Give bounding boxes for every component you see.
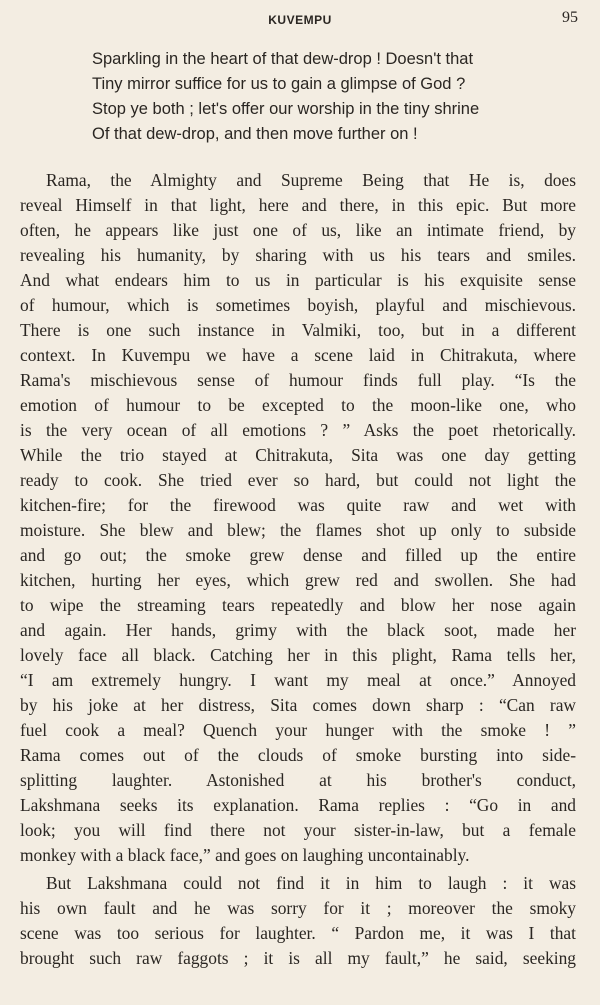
verse-line: Sparkling in the heart of that dew-drop ! Doesn't that (92, 50, 474, 68)
verse-line: Tiny mirror suffice for us to gain a glimpse of God ? (92, 75, 466, 93)
text-line: fuel cook a meal? Quench your hunger with the smoke ! ” (20, 720, 576, 740)
text-line: context. In Kuvempu we have a scene laid in Chitrakuta, where (20, 345, 576, 365)
verse-line: Stop ye both ; let's offer our worship in the tiny shrine (92, 100, 480, 118)
text-line: look; you will find there not your sister-in-law, but a female (20, 820, 576, 840)
text-line: often, he appears like just one of us, like an intimate friend, by (20, 220, 576, 240)
text-line: to wipe the streaming tears repeatedly and blow her nose again (20, 595, 576, 615)
text-line: moisture. She blew and blew; the flames shot up only to subside (20, 520, 576, 540)
text-line: reveal Himself in that light, here and there, in this epic. But more (20, 195, 576, 215)
text-line: But Lakshmana could not find it in him to laugh : it was (46, 873, 576, 893)
paragraph-1 (20, 168, 576, 868)
text-line: And what endears him to us in particular is his exquisite sense (20, 270, 576, 290)
text-line: Lakshmana seeks its explanation. Rama replies : “Go in and (20, 795, 576, 815)
text-line: Rama comes out of the clouds of smoke bursting into side- (20, 745, 576, 765)
page-number: 95 (562, 9, 578, 26)
verse-line: Of that dew-drop, and then move further on ! (92, 125, 418, 143)
text-line: splitting laughter. Astonished at his brother's conduct, (20, 770, 576, 790)
running-head: KUVEMPU (268, 13, 332, 27)
text-line: kitchen-fire; for the firewood was quite raw and wet with (20, 495, 576, 515)
text-line: of humour, which is sometimes boyish, playful and mischievous. (20, 295, 576, 315)
text-line: is the very ocean of all emotions ? ” Asks the poet rhetorically. (20, 420, 576, 440)
text-line: monkey with a black face,” and goes on laughing uncontainably. (20, 845, 470, 865)
paragraph-2 (20, 871, 576, 971)
text-line: lovely face all black. Catching her in this plight, Rama tells her, (20, 645, 576, 665)
text-line: Rama's mischievous sense of humour finds full play. “Is the (20, 370, 576, 390)
text-line: emotion of humour to be excepted to the moon-like one, who (20, 395, 576, 415)
text-line: brought such raw faggots ; it is all my fault,” he said, seeking (20, 948, 576, 968)
text-line: revealing his humanity, by sharing with us his tears and smiles. (20, 245, 576, 265)
text-line: by his joke at her distress, Sita comes down sharp : “Can raw (20, 695, 576, 715)
text-line: Rama, the Almighty and Supreme Being that He is, does (46, 170, 576, 190)
text-line: kitchen, hurting her eyes, which grew red and swollen. She had (20, 570, 576, 590)
text-line: and go out; the smoke grew dense and filled up the entire (20, 545, 576, 565)
text-line: and again. Her hands, grimy with the black soot, made her (20, 620, 576, 640)
text-line: ready to cook. She tried ever so hard, but could not light the (20, 470, 576, 490)
page-header (20, 8, 580, 30)
text-line: his own fault and he was sorry for it ; moreover the smoky (20, 898, 576, 918)
text-line: scene was too serious for laughter. “ Pardon me, it was I that (20, 923, 576, 943)
text-line: There is one such instance in Valmiki, too, but in a different (20, 320, 576, 340)
verse-quotation (92, 47, 582, 147)
text-line: While the trio stayed at Chitrakuta, Sita was one day getting (20, 445, 576, 465)
text-line: “I am extremely hungry. I want my meal at once.” Annoyed (20, 670, 576, 690)
